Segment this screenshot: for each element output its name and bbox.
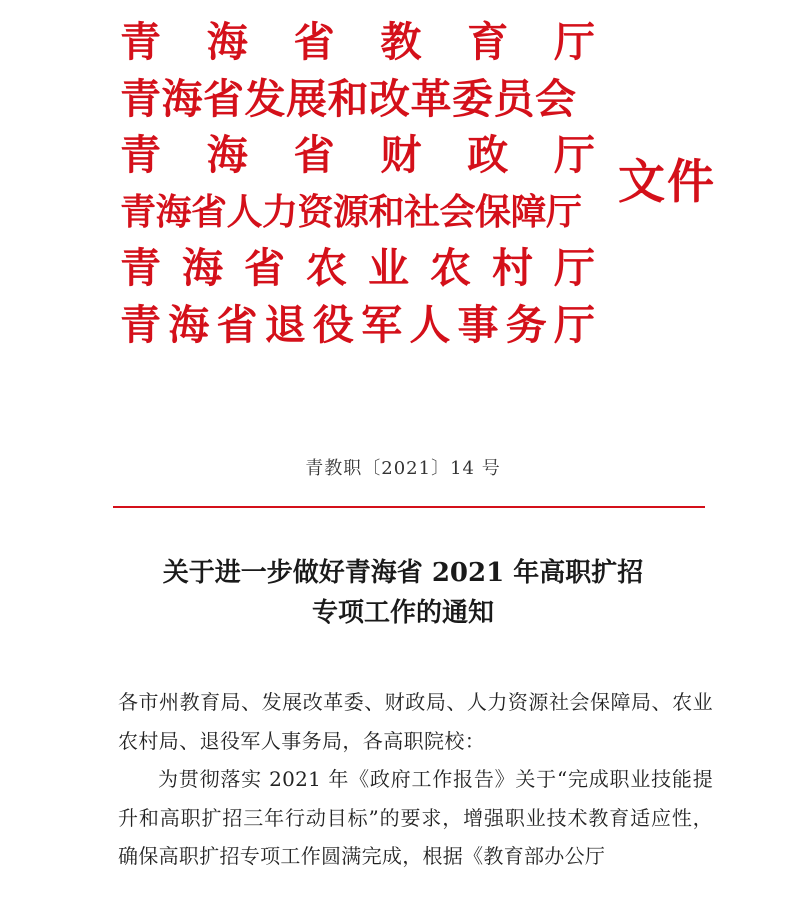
issuer-veterans-affairs-department: 青海省退役军人事务厅 [120,300,595,349]
issuer-human-resources-department: 青海省人力资源和社会保障厅 [120,190,582,233]
issuer-development-reform-commission: 青海省发展和改革委员会 [120,74,577,123]
document-number: 青教职〔2021〕14 号 [305,458,501,479]
title-line-1: 关于进一步做好青海省 2021 年高职扩招 [162,558,644,588]
issuer-education-department: 青海省教育厅 [120,18,595,66]
red-divider-line [113,506,705,508]
issuing-authorities [120,14,595,353]
body-paragraph: 为贯彻落实 2021 年《政府工作报告》关于“完成职业技能提升和高职扩招三年行动目标”的要求，增强职业技术教育适应性，确保高职扩招专项工作圆满完成，根据《教育部办公厅 [118,767,713,868]
document-body [118,683,713,876]
addressee-line: 各市州教育局、发展改革委、财政局、人力资源社会保障局、农业农村局、退役军人事务局，各高职院校： [118,690,713,753]
file-label: 文件 [618,155,716,210]
title-line-2: 专项工作的通知 [311,598,494,628]
issuer-agriculture-department: 青海省农业农村厅 [120,244,595,292]
issuer-finance-department: 青海省财政厅 [120,131,595,179]
document-title [0,553,806,633]
